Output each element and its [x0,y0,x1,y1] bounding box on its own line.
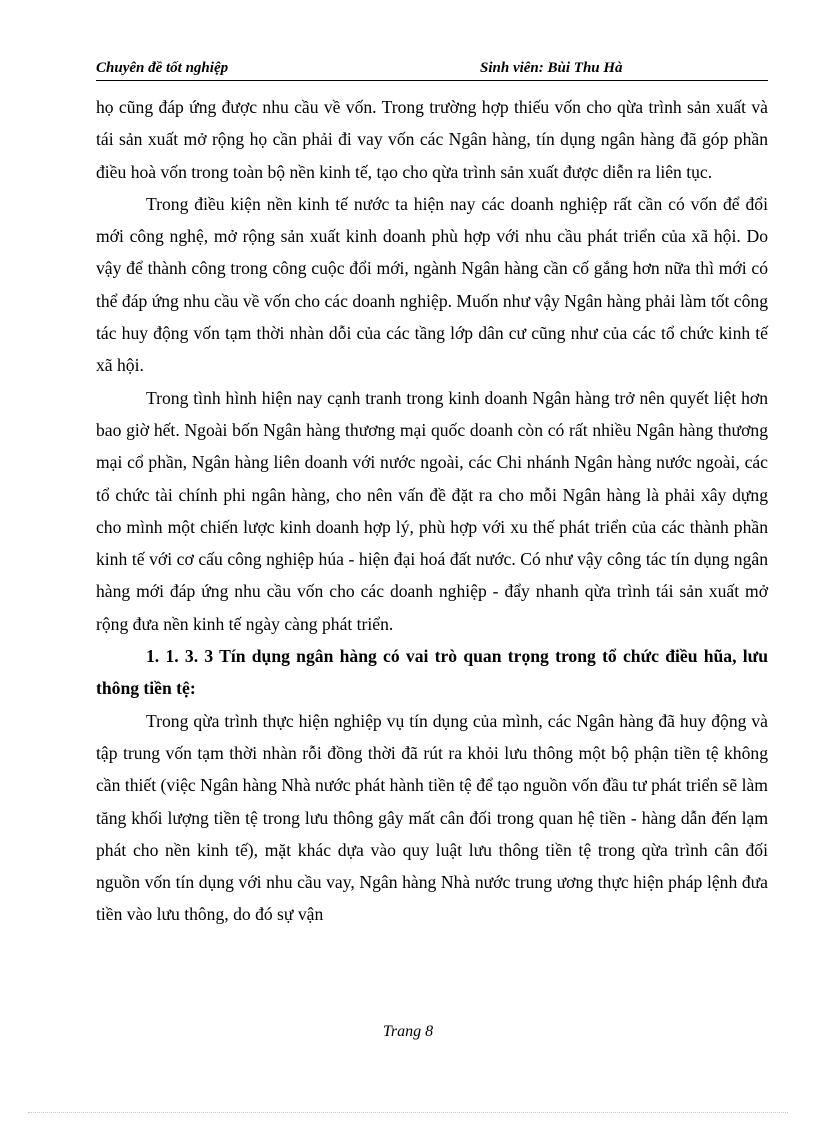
paragraph-4: Trong qừa trình thực hiện nghiệp vụ tín dụng của mình, các Ngân hàng đã huy động và tập trung vốn tạm thời nhàn rỗi đồng thời đã rút ra khỏi lưu thông một bộ phận tiền tệ không cần thiết (việc Ngân hàng Nhà nước phát hành tiền tệ để tạo nguồn vốn đầu tư phát triển sẽ làm tăng khối lượng tiền tệ trong lưu thông gây mất cân đối trong quan hệ tiền - hàng dẫn đến lạm phát cho nền kinh tế), mặt khác dựa vào quy luật lưu thông tiền tệ trong qừa trình cân đối nguồn vốn tín dụng với nhu cầu vay, Ngân hàng Nhà nước trung ương thực hiện pháp lệnh đưa tiền vào lưu thông, do đó sự vận [96,710,768,925]
paragraph-2: Trong điều kiện nền kinh tế nước ta hiện nay các doanh nghiệp rất cần có vốn để đổi mới công nghệ, mở rộng sản xuất kinh doanh phù hợp với nhu cầu phát triển của xã hội. Do vậy để thành công trong công cuộc đổi mới, ngành Ngân hàng cần cố gắng hơn nữa thì mới có thể đáp ứng nhu cầu về vốn cho các doanh nghiệp. Muốn như vậy Ngân hàng phải làm tốt công tác huy động vốn tạm thời nhàn dỗi của các tầng lớp dân cư cũng như của các tổ chức kinh tế xã hội. [96,193,768,376]
paragraph-3: Trong tình hình hiện nay cạnh tranh trong kinh doanh Ngân hàng trở nên quyết liệt hơn bao giờ hết. Ngoài bốn Ngân hàng thương mại quốc doanh còn có rất nhiều Ngân hàng thương mại cổ phần, Ngân hàng liên doanh với nước ngoài, các Chi nhánh Ngân hàng nước ngoài, các tổ chức tài chính phi ngân hàng, cho nên vấn đề đặt ra cho mỗi Ngân hàng là phải xây dựng cho mình một chiến lược kinh doanh hợp lý, phù hợp với xu thế phát triển của các thành phần kinh tế với cơ cấu công nghiệp húa - hiện đại hoá đất nước. Có như vậy công tác tín dụng ngân hàng mới đáp ứng nhu cầu vốn cho các doanh nghiệp - đẩy nhanh qừa trình tái sản xuất mở rộng đưa nền kinh tế ngày càng phát triển. [96,387,768,634]
section-heading: 1. 1. 3. 3 Tín dụng ngân hàng có vai trò quan trọng trong tổ chức điều hũa, lưu thông tiền tệ: [96,646,768,699]
page-header [96,58,768,81]
page-number: Trang 8 [382,1023,434,1040]
paragraph-1: họ cũng đáp ứng được nhu cầu về vốn. Trong trường hợp thiếu vốn cho qừa trình sản xuất và tái sản xuất mở rộng họ cần phải đi vay vốn các Ngân hàng, tín dụng ngân hàng đã góp phần điều hoà vốn trong toàn bộ nền kinh tế, tạo cho qừa trình sản xuất được diễn ra liên tục. [96,97,768,182]
bottom-divider [28,1112,788,1113]
header-title: Chuyên đề tốt nghiệp [96,60,229,76]
document-body [96,91,768,931]
header-author: Sinh viên: Bùi Thu Hà [480,60,623,76]
